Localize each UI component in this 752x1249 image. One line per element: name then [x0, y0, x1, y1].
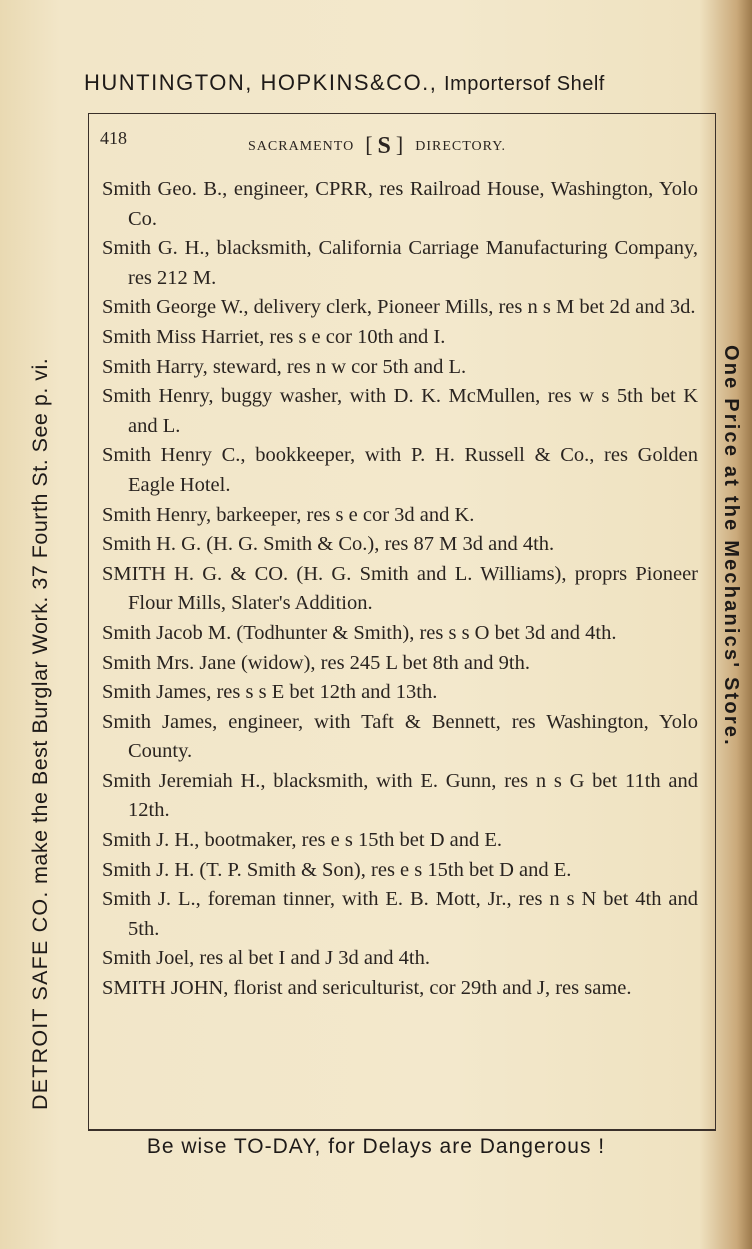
banner-firm-name: HUNTINGTON, HOPKINS&CO.,: [84, 70, 438, 95]
directory-entry: SMITH H. G. & CO. (H. G. Smith and L. Williams), proprs Pioneer Flour Mills, Slater's Addition.: [102, 562, 698, 615]
right-margin-advertisement: One Price at the Mechanics' Store.: [720, 345, 742, 747]
directory-entry: Smith Henry C., bookkeeper, with P. H. Russell & Co., res Golden Eagle Hotel.: [102, 444, 698, 496]
left-ad-company: DETROIT SAFE CO.: [28, 890, 52, 1110]
left-margin-advertisement: [28, 120, 53, 1110]
directory-entry: Smith G. H., blacksmith, California Carriage Manufacturing Company, res 212 M.: [102, 237, 698, 289]
directory-entry: Smith Geo. B., engineer, CPRR, res Railroad House, Washington, Yolo Co.: [102, 178, 698, 230]
directory-entry: Smith Henry, buggy washer, with D. K. McMullen, res w s 5th bet K and L.: [102, 385, 698, 437]
header-city: SACRAMENTO: [248, 139, 355, 154]
directory-entry: Smith Joel, res al bet I and J 3d and 4th.: [102, 947, 430, 970]
left-ad-text: make the Best Burglar Work. 37 Fourth St. See p. vi.: [28, 357, 52, 891]
directory-entry: Smith George W., delivery clerk, Pioneer Mills, res n s M bet 2d and 3d.: [102, 296, 696, 319]
directory-entry: Smith J. H. (T. P. Smith & Son), res e s 15th bet D and E.: [102, 858, 572, 881]
directory-entry: Smith Jacob M. (Todhunter & Smith), res s s O bet 3d and 4th.: [102, 621, 617, 644]
directory-entry: Smith H. G. (H. G. Smith & Co.), res 87 M 3d and 4th.: [102, 533, 555, 556]
directory-entries: [102, 175, 698, 1004]
directory-entry: Smith J. L., foreman tinner, with E. B. Mott, Jr., res n s N bet 4th and 5th.: [102, 888, 698, 940]
directory-entry: Smith James, res s s E bet 12th and 13th.: [102, 681, 438, 704]
directory-entry: Smith Miss Harriet, res s e cor 10th and I.: [102, 325, 446, 348]
directory-entry: Smith James, engineer, with Taft & Bennett, res Washington, Yolo County.: [102, 710, 698, 763]
directory-entry: Smith J. H., bootmaker, res e s 15th bet D and E.: [102, 829, 503, 852]
directory-entry: Smith Mrs. Jane (widow), res 245 L bet 8th and 9th.: [102, 651, 530, 674]
top-advertisement-banner: [84, 70, 734, 96]
header-bracket-open: [: [358, 132, 374, 157]
directory-entry: Smith Harry, steward, res n w cor 5th and L.: [102, 355, 467, 378]
header-title: DIRECTORY.: [415, 139, 506, 154]
header-bracket-close: ]: [395, 132, 411, 157]
running-header: [88, 128, 714, 158]
directory-entry: Smith Henry, barkeeper, res s e cor 3d and K.: [102, 503, 475, 526]
directory-entry: SMITH JOHN, florist and sericulturist, cor 29th and J, res same.: [102, 977, 632, 1000]
page-number: 418: [100, 128, 127, 148]
banner-tagline: Importersof Shelf: [444, 73, 605, 95]
bottom-advertisement-banner: Be wise TO-DAY, for Delays are Dangerous !: [146, 1135, 606, 1158]
header-letter: S: [377, 133, 392, 159]
directory-entry: Smith Jeremiah H., blacksmith, with E. Gunn, res n s G bet 11th and 12th.: [102, 769, 698, 822]
running-title: [248, 130, 506, 157]
